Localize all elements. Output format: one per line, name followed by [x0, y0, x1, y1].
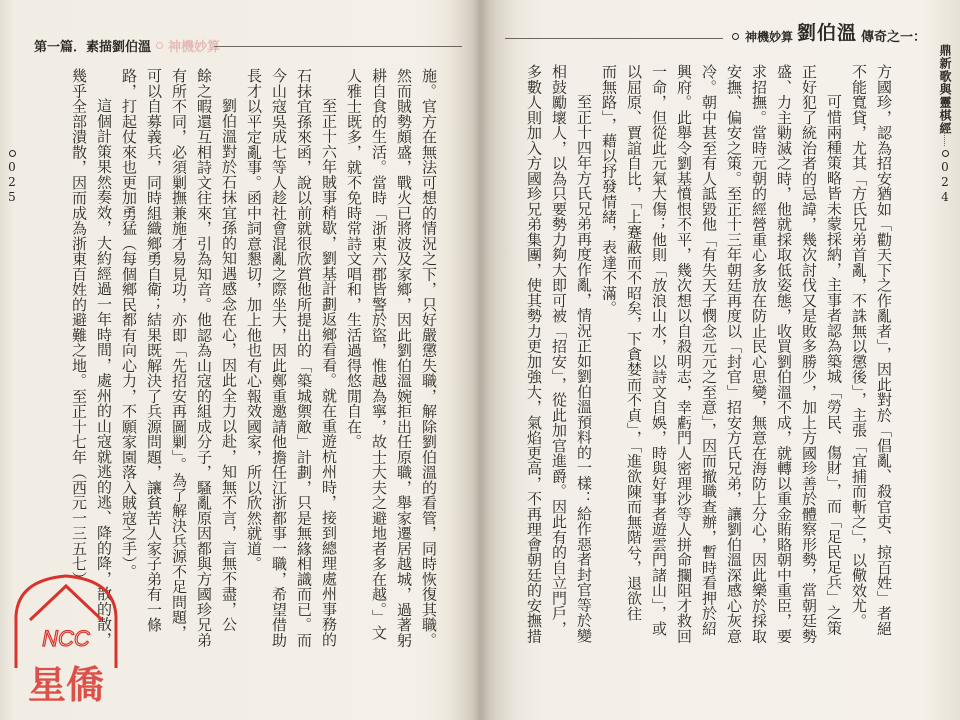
header-rule: [505, 38, 723, 39]
paragraph-start-column: 至正十四年方氏兄弟再度作亂，情況正如劉伯溫預料的一樣：給作惡者封官等於變: [575, 94, 593, 643]
stamp-roof-outline: [30, 586, 102, 620]
text-column: 人雅士既多，就不免時常詩文唱和，生活過得悠閒自在。: [345, 68, 363, 450]
text-column: 安撫、偏安之策。至正十三年朝廷再度以「封官」招安方氏兄弟，讓劉伯溫深感心灰意: [725, 64, 743, 644]
text-column: 以屈原、賈誼自比，「上蹇蔽而不昭矣，下貪婪而不貞」，「進欲陳而無階兮，退欲往: [625, 64, 643, 621]
text-column: 一命，但從此元氣大傷；他則「放浪山水，以詩文自娛，時與好事者遊雲門諸山」，或: [650, 64, 668, 636]
page-number: [938, 150, 952, 205]
stamp-arch-outline: [16, 576, 116, 668]
running-header: [730, 18, 926, 45]
text-column: 長才以平定亂事。函中詞意懇切，加上他也有心報效國家，所以欣然就道。: [245, 68, 263, 572]
ornament-circle-icon: [156, 42, 163, 49]
page-ornament-icon: [942, 150, 949, 157]
text-column: 興府。此舉令劉基憤恨不平，幾次想以自殺明志，幸虧門人密理沙等人拼命攔阻才救回: [675, 64, 693, 644]
section-title: 第一篇．素描劉伯溫: [34, 40, 152, 55]
series-title: 神機妙算: [745, 30, 794, 44]
text-column: 求招撫。當時元朝的經營重心多放在防止民心思變，無意在海防上分心，因此樂於採取: [750, 64, 768, 644]
text-column: 然而賊勢頗盛，戰火已將波及家鄉，因此劉伯溫婉拒出任原職，舉家遷居越城，過著躬: [395, 68, 413, 648]
page-number-text: 024: [938, 160, 952, 205]
text-column: 耕自食的生活。當時「浙東六郡皆警於盜，惟越為寧，故士大夫之避地者多在越。」文: [370, 68, 388, 640]
text-column: 有所不同，必須剿撫兼施才易見功，亦即「先招安再圖剿」。為了解決兵源不足問題，: [170, 68, 188, 640]
text-column: 相鼓勵壞人，以為只要勢力夠大即可被「招安」，從此加官進爵。因此有的自立門戶，: [550, 64, 568, 636]
book-subtitle: 傳奇之一：: [861, 30, 927, 45]
text-column: 幾乎全部潰散，因而成為浙東百姓的避難之地。至正十七年（西元一三五七）: [70, 68, 88, 587]
right-page: [478, 0, 960, 720]
text-column: 正好犯了統治者的忌諱，幾次討伐又是敗多勝少，加上方國珍善於體察形勢，當朝廷勢: [800, 64, 818, 644]
page-number-text: 025: [5, 160, 19, 205]
margin-dotted-line: [944, 132, 945, 146]
paragraph-start-column: 這個計策果然奏效，大約經過一年時間，處州的山寇就逃的逃、降的降，散的散，: [95, 98, 113, 647]
text-column: 今山寇吳成七等人趁社會混亂之際坐大，因此鄭重邀請他擔任江浙都事一職，希望借助: [270, 68, 288, 648]
left-page: [0, 0, 478, 720]
text-column: 而無路」，藉以抒發情緒，表達不滿。: [600, 64, 618, 316]
text-column: 方國珍，認為招安猶如「勸天下之作亂者」，因此對於「倡亂、殺官吏、掠百姓」者絕: [875, 64, 893, 636]
text-column: 施。官方在無法可想的情況之下，只好嚴懲失職，解除劉伯溫的看管，同時恢復其職。: [420, 68, 438, 648]
text-column: 多數人則加入方國珍兄弟集團，使其勢力更加強大，氣焰更高，不再理會朝廷的安撫措: [525, 64, 543, 644]
page-ornament-icon: [9, 150, 16, 157]
text-column: 可以自募義兵，同時組織鄉勇自衛；結果既解決了兵源問題，讓貧苦人家子弟有一條: [145, 68, 163, 633]
body-text: [521, 64, 896, 664]
text-column: 路，打起仗來也更加勇猛（每個鄉民都有向心力，不願家園落入賊寇之手）。: [120, 68, 138, 579]
book-title: 劉伯溫: [797, 22, 858, 44]
page-number: [5, 150, 19, 205]
text-column: 石抹宜孫來函，說以前就很欣賞他所提出的「築城禦敵」計劃，只是無緣相識而已。而: [295, 68, 313, 648]
paragraph-start-column: 可惜兩種策略皆未蒙採納，主事者認為築城「勞民、傷財」，而「足民足兵」之策: [825, 94, 843, 636]
paragraph-start-column: 至正十六年賊事稍歇，劉基計劃返鄉看看。就在重遊杭州時，接到總理處州事務的: [320, 98, 338, 647]
text-column: 餘之暇還互相詩文往來，引為知音。他認為山寇的組成分子，騷亂原因都與方國珍兄弟: [195, 68, 213, 648]
text-column: 盛、力主勦滅之時，他就採取低姿態，收買劉伯溫不成，就轉以重金賄賂朝中重臣，要: [775, 64, 793, 644]
running-header: [34, 36, 220, 55]
text-column: 冷。朝中甚至有人詆毀他「有失天子憫念元元之至意」，因而撤職查辦，暫時看押於紹: [700, 64, 718, 636]
ornament-circle-icon: [732, 33, 739, 40]
header-ornament-text: 神機妙算: [168, 40, 221, 55]
text-column: 不能寬貸，尤其「方氏兄弟首亂，不誅無以懲後」，主張「宜捕而斬之」，以儆效尤。: [850, 64, 868, 629]
ncc-stamp-logo: [4, 572, 128, 712]
stamp-name-text: 星僑: [27, 663, 105, 707]
stamp-brand-text: NCC: [42, 626, 90, 651]
chapter-title: 鼎新歌與靈棋經: [938, 44, 952, 135]
header-rule: [214, 46, 462, 47]
paragraph-start-column: 劉伯溫對於石抹宜孫的知遇感念在心，因此全力以赴，知無不言，言無不盡，公: [220, 98, 238, 632]
